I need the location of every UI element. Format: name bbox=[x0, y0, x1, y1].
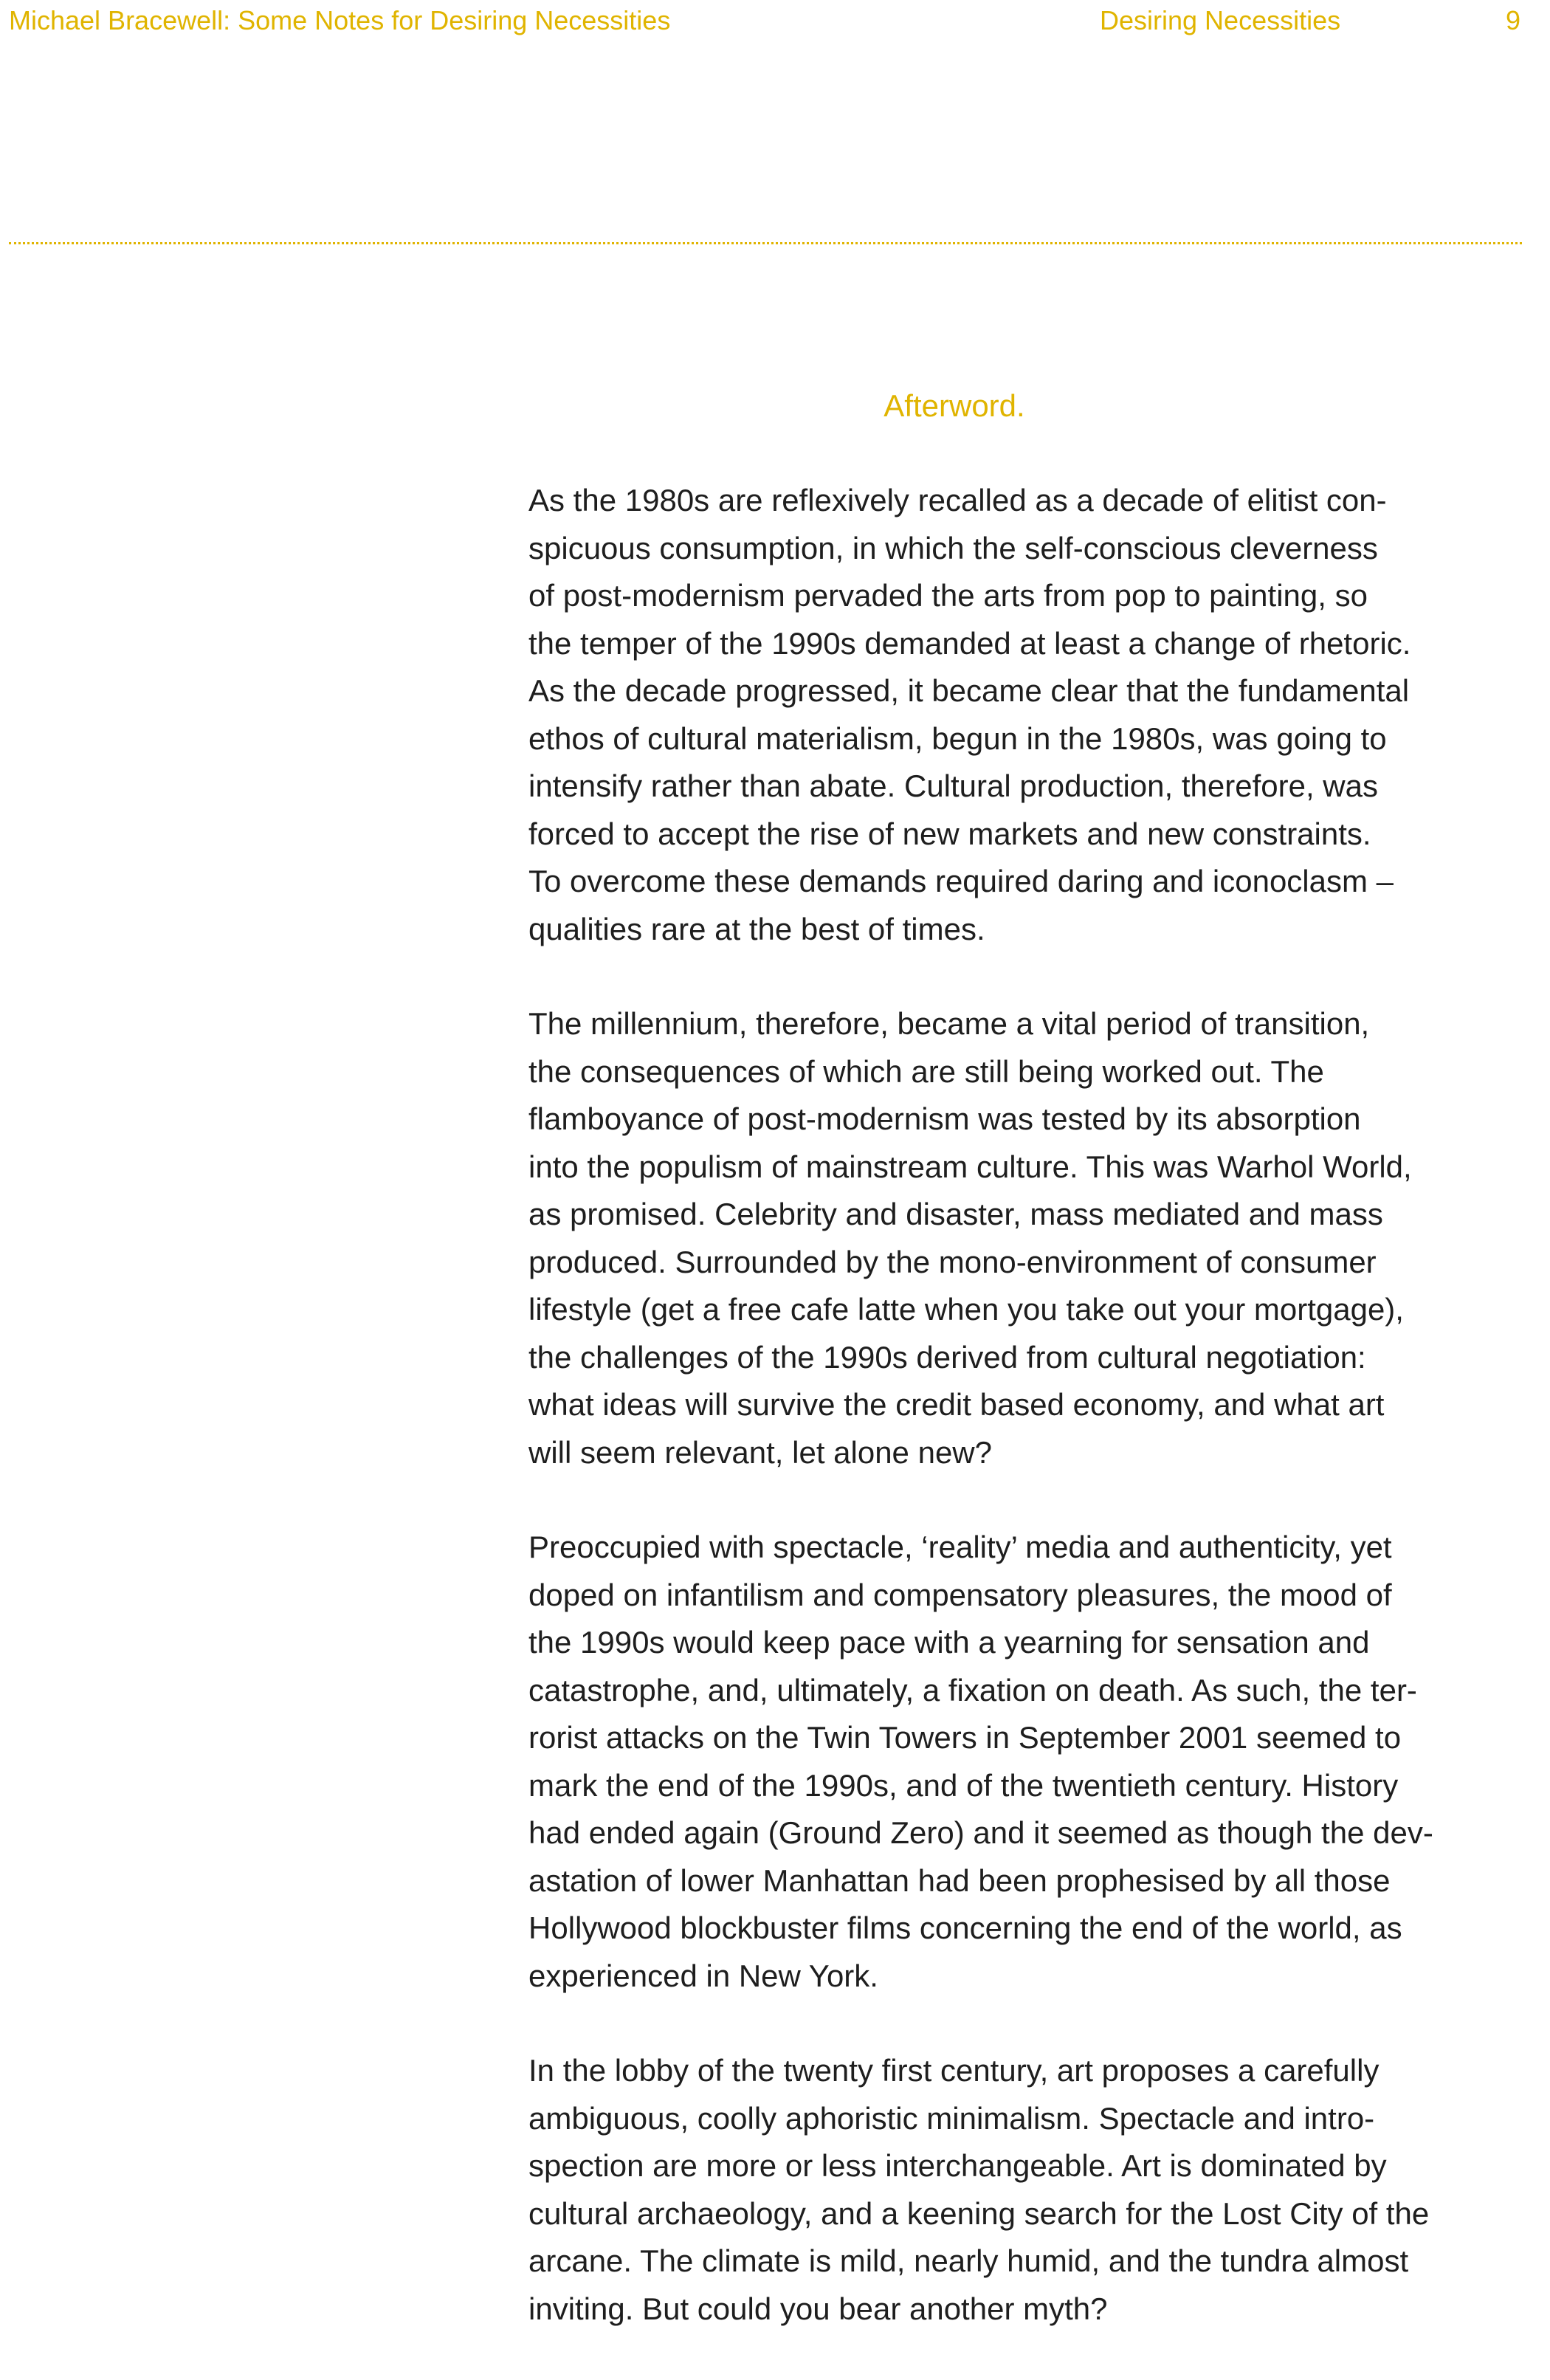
text-line: the 1990s would keep pace with a yearning for sensation and bbox=[528, 1625, 1370, 1660]
text-line: the consequences of which are still being worked out. The bbox=[528, 1053, 1324, 1089]
section-heading: Afterword. bbox=[884, 388, 1025, 423]
paragraph bbox=[528, 1524, 1547, 2000]
text-line: As the 1980s are reflexively recalled as a decade of elitist con- bbox=[528, 483, 1387, 517]
text-line: intensify rather than abate. Cultural production, therefore, was bbox=[528, 768, 1378, 803]
text-line: To overcome these demands required daring and iconoclasm – bbox=[528, 864, 1394, 898]
text-line: will seem relevant, let alone new? bbox=[528, 1434, 992, 1470]
text-line: had ended again (Ground Zero) and it seemed as though the dev- bbox=[528, 1815, 1433, 1850]
text-line: spection are more or less interchangeable. Art is dominated by bbox=[528, 2148, 1387, 2183]
text-line: inviting. But could you bear another myth? bbox=[528, 2291, 1108, 2326]
text-line: astation of lower Manhattan had been prophesised by all those bbox=[528, 1863, 1391, 1898]
text-line: Preoccupied with spectacle, ‘reality’ media and authenticity, yet bbox=[528, 1530, 1392, 1564]
text-line: mark the end of the 1990s, and of the twentieth century. History bbox=[528, 1767, 1399, 1803]
text-line: ambiguous, coolly aphoristic minimalism. Spectacle and intro- bbox=[528, 2100, 1375, 2136]
text-line: as promised. Celebrity and disaster, mass mediated and mass bbox=[528, 1197, 1383, 1231]
paragraph bbox=[528, 2047, 1547, 2333]
text-line: the temper of the 1990s demanded at least a change of rhetoric. bbox=[528, 625, 1411, 661]
text-line: Hollywood blockbuster films concerning the end of the world, as bbox=[528, 1910, 1402, 1945]
text-line: qualities rare at the best of times. bbox=[528, 911, 985, 946]
text-line: ethos of cultural materialism, begun in the 1980s, was going to bbox=[528, 720, 1387, 756]
running-header-title: Michael Bracewell: Some Notes for Desiring Necessities bbox=[9, 5, 671, 35]
text-line: lifestyle (get a free cafe latte when you take out your mortgage), bbox=[528, 1292, 1404, 1327]
text-line: rorist attacks on the Twin Towers in September 2001 seemed to bbox=[528, 1720, 1402, 1755]
text-line: As the decade progressed, it became clear that the fundamental bbox=[528, 673, 1410, 708]
running-header-section: Desiring Necessities bbox=[1100, 5, 1341, 35]
text-line: arcane. The climate is mild, nearly humid, and the tundra almost bbox=[528, 2243, 1409, 2278]
text-line: flamboyance of post-modernism was tested by its absorption bbox=[528, 1101, 1361, 1136]
dotted-divider bbox=[9, 242, 1522, 244]
text-line: In the lobby of the twenty first century, art proposes a carefully bbox=[528, 2053, 1380, 2088]
text-line: The millennium, therefore, became a vital period of transition, bbox=[528, 1006, 1370, 1041]
text-line: catastrophe, and, ultimately, a fixation on death. As such, the ter- bbox=[528, 1672, 1417, 1707]
text-line: of post-modernism pervaded the arts from pop to painting, so bbox=[528, 578, 1368, 613]
paragraph bbox=[528, 1000, 1547, 1476]
text-line: experienced in New York. bbox=[528, 1958, 878, 1993]
paragraph bbox=[528, 477, 1547, 953]
page-number: 9 bbox=[1506, 5, 1521, 35]
text-line: what ideas will survive the credit based economy, and what art bbox=[528, 1387, 1385, 1422]
text-line: doped on infantilism and compensatory pleasures, the mood of bbox=[528, 1577, 1392, 1612]
text-line: spicuous consumption, in which the self-conscious cleverness bbox=[528, 530, 1378, 565]
text-line: the challenges of the 1990s derived from cultural negotiation: bbox=[528, 1339, 1366, 1375]
body-text bbox=[528, 477, 1547, 2380]
text-line: forced to accept the rise of new markets and new constraints. bbox=[528, 816, 1371, 851]
text-line: produced. Surrounded by the mono-environment of consumer bbox=[528, 1244, 1377, 1279]
text-line: cultural archaeology, and a keening search for the Lost City of the bbox=[528, 2195, 1430, 2231]
text-line: into the populism of mainstream culture. This was Warhol World, bbox=[528, 1149, 1412, 1184]
